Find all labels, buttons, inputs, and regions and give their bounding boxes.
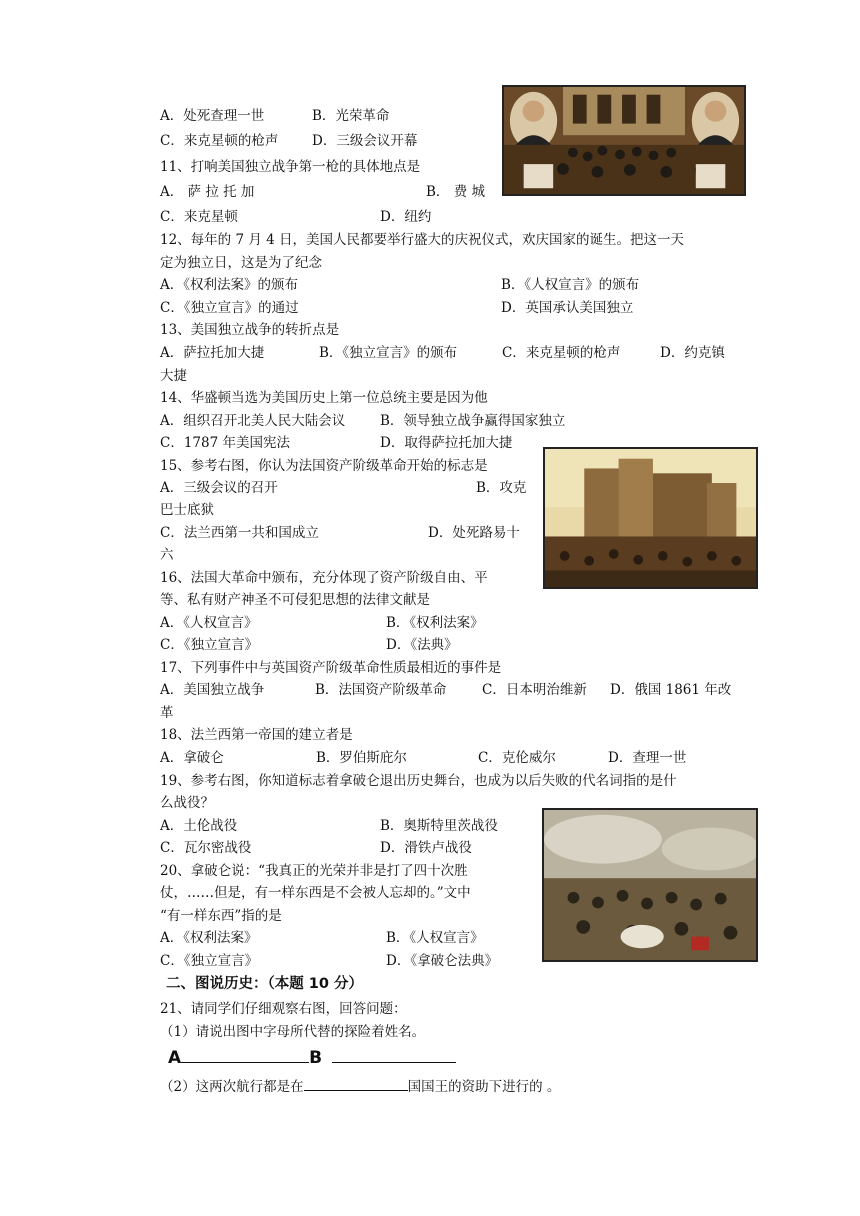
q17-option-a[interactable]: A．美国独立战争 <box>160 682 265 698</box>
q13-stem: 13、美国独立战争的转折点是 <box>160 322 340 338</box>
q15-option-c[interactable]: C．法兰西第一共和国成立 <box>160 525 319 541</box>
waterloo-painting <box>542 808 758 962</box>
q13-option-c[interactable]: C．来克星顿的枪声 <box>502 345 621 361</box>
q13-option-b[interactable]: B．《独立宣言》的颁布 <box>319 345 458 361</box>
q18-option-c[interactable]: C．克伦威尔 <box>478 750 556 766</box>
q21-label-b: B <box>309 1048 323 1068</box>
q18-option-b[interactable]: B．罗伯斯庇尔 <box>316 750 407 766</box>
q14-option-c[interactable]: C．1787 年美国宪法 <box>160 435 290 451</box>
q20-option-a[interactable]: A．《权利法案》 <box>160 930 258 946</box>
q14-option-a[interactable]: A．组织召开北美人民大陆会议 <box>160 413 346 429</box>
q11-stem: 11、打响美国独立战争第一枪的具体地点是 <box>160 159 421 175</box>
q15-option-b[interactable]: B．攻克 <box>476 480 527 496</box>
q16-stem-line-1: 16、法国大革命中颁布，充分体现了资产阶级自由、平 <box>160 570 488 586</box>
q19-stem-line-2: 么战役？ <box>160 795 214 811</box>
q20-option-d[interactable]: D．《拿破仑法典》 <box>386 953 499 969</box>
q21-blank-b[interactable] <box>332 1047 456 1063</box>
q11-option-c[interactable]: C．来克星顿 <box>160 209 238 225</box>
q21-part-1: （1）请说出图中字母所代替的探险着姓名。 <box>160 1024 426 1040</box>
q20-stem-line-2: 仗，……但是，有一样东西是不会被人忘却的。”文中 <box>160 885 471 901</box>
q10-option-a[interactable]: A．处死查理一世 <box>160 108 265 124</box>
q18-stem: 18、法兰西第一帝国的建立者是 <box>160 727 353 743</box>
q21-part-2-suffix: 国国王的资助下进行的 。 <box>407 1079 561 1095</box>
q12-stem-line-2: 定为独立日，这是为了纪念 <box>160 255 322 271</box>
q16-option-c[interactable]: C．《独立宣言》 <box>160 637 259 653</box>
q21-answer-row <box>168 1046 456 1071</box>
q16-option-d[interactable]: D．《法典》 <box>386 637 458 653</box>
q15-option-d-continued: 六 <box>160 547 174 563</box>
q14-option-b[interactable]: B．领导独立战争赢得国家独立 <box>380 413 566 429</box>
q13-option-d-continued: 大捷 <box>160 368 187 384</box>
q16-stem-line-2: 等、私有财产神圣不可侵犯思想的法律文献是 <box>160 592 430 608</box>
q19-option-a[interactable]: A．土伦战役 <box>160 818 238 834</box>
q17-option-d-continued: 革 <box>160 705 174 721</box>
q10-option-d[interactable]: D．三级会议开幕 <box>312 133 418 149</box>
q11-option-b[interactable]: B． 费 城 <box>426 184 486 200</box>
q17-option-d[interactable]: D．俄国 1861 年改 <box>610 682 732 698</box>
q16-option-a[interactable]: A．《人权宣言》 <box>160 615 258 631</box>
q12-option-a[interactable]: A．《权利法案》的颁布 <box>160 277 298 293</box>
q12-stem-line-1: 12、每年的 7 月 4 日，美国人民都要举行盛大的庆祝仪式，欢庆国家的诞生。把这一天 <box>160 232 685 248</box>
q19-option-c[interactable]: C．瓦尔密战役 <box>160 840 252 856</box>
q19-option-d[interactable]: D．滑铁卢战役 <box>380 840 472 856</box>
q17-option-c[interactable]: C．日本明治维新 <box>482 682 587 698</box>
q15-option-b-continued: 巴士底狱 <box>160 502 214 518</box>
q10-option-c[interactable]: C．来克星顿的枪声 <box>160 133 279 149</box>
q19-option-b[interactable]: B．奥斯特里茨战役 <box>380 818 498 834</box>
q18-option-d[interactable]: D．查理一世 <box>608 750 687 766</box>
q13-option-d[interactable]: D．约克镇 <box>660 345 725 361</box>
q20-stem-line-1: 20、拿破仑说：“我真正的光荣并非是打了四十次胜 <box>160 863 468 879</box>
q18-option-a[interactable]: A．拿破仑 <box>160 750 224 766</box>
q12-option-b[interactable]: B．《人权宣言》的颁布 <box>501 277 640 293</box>
q15-option-a[interactable]: A．三级会议的召开 <box>160 480 278 496</box>
english-revolution-painting <box>502 85 746 196</box>
q21-part-2 <box>160 1075 560 1097</box>
q20-option-c[interactable]: C．《独立宣言》 <box>160 953 259 969</box>
q20-option-b[interactable]: B．《人权宣言》 <box>386 930 484 946</box>
q21-stem: 21、请同学们仔细观察右图，回答问题： <box>160 1001 407 1017</box>
q15-stem: 15、参考右图，你认为法国资产阶级革命开始的标志是 <box>160 458 488 474</box>
q12-option-d[interactable]: D．英国承认美国独立 <box>501 300 634 316</box>
q14-stem: 14、华盛顿当选为美国历史上第一位总统主要是因为他 <box>160 390 488 406</box>
q19-stem-line-1: 19、参考右图，你知道标志着拿破仑退出历史舞台，也成为以后失败的代名词指的是什 <box>160 773 677 789</box>
q16-option-b[interactable]: B．《权利法案》 <box>386 615 484 631</box>
q21-label-a: A <box>168 1048 182 1068</box>
bastille-painting <box>543 447 758 589</box>
q13-option-a[interactable]: A．萨拉托加大捷 <box>160 345 265 361</box>
q14-option-d[interactable]: D．取得萨拉托加大捷 <box>380 435 513 451</box>
q21-blank-country[interactable] <box>304 1075 408 1091</box>
section-2-heading: 二、图说历史：（本题 10 分） <box>166 976 364 992</box>
q10-option-b[interactable]: B．光荣革命 <box>312 108 390 124</box>
q11-option-d[interactable]: D．纽约 <box>380 209 432 225</box>
q20-stem-line-3: “有一样东西”指的是 <box>160 908 282 924</box>
q11-option-a[interactable]: A． 萨 拉 托 加 <box>160 184 255 200</box>
q17-option-b[interactable]: B．法国资产阶级革命 <box>315 682 447 698</box>
q17-stem: 17、下列事件中与英国资产阶级革命性质最相近的事件是 <box>160 660 502 676</box>
q15-option-d[interactable]: D．处死路易十 <box>428 525 520 541</box>
q21-part-2-prefix: （2）这两次航行都是在 <box>160 1079 304 1095</box>
q12-option-c[interactable]: C．《独立宣言》的通过 <box>160 300 299 316</box>
q21-blank-a[interactable] <box>181 1047 309 1063</box>
